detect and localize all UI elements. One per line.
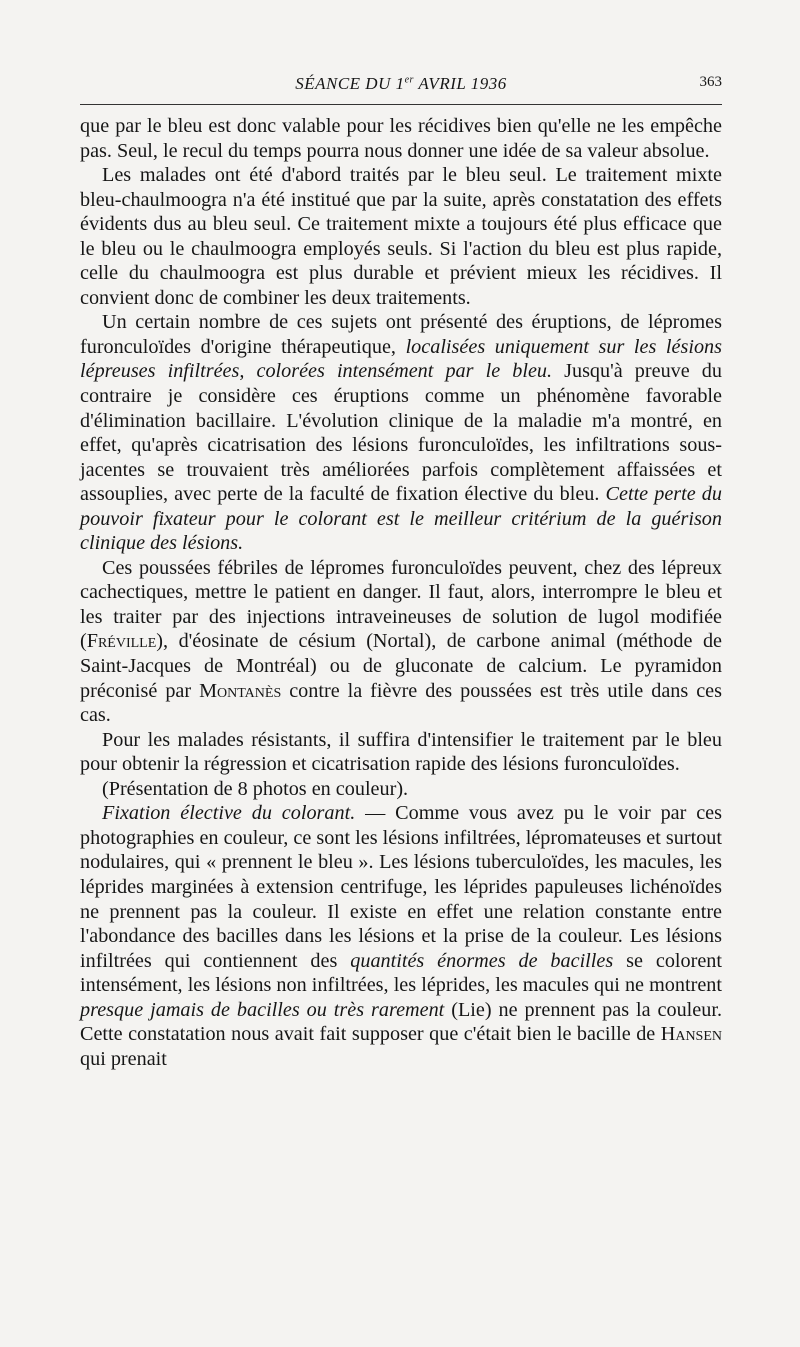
paragraph-3-text-a: Un certain nombre de ces sujets ont présenté des éruptions, de lépromes furonculoïdes d'origine thérapeutique, bbox=[80, 311, 722, 358]
paragraph-6: (Présentation de 8 photos en couleur). bbox=[102, 777, 409, 800]
paragraph-7-text-h: qui prenait bbox=[80, 1047, 167, 1070]
paragraph-2: Les malades ont été d'abord traités par le bleu seul. Le traitement mixte bleu-chaulmoogra n'a été institué que par la suite, après constatation des effets évidents dus au bleu seul. Ce traitement mixte a toujours été plus efficace que le bleu ou le chaulmoogra employés seuls. Si l'action du bleu est plus rapide, celle du chaulmoogra est plus durable et prévient mieux les récidives. Il convient donc de combiner les deux traitements. bbox=[80, 164, 722, 309]
running-head-suffix: AVRIL 1936 bbox=[413, 74, 507, 93]
page-header bbox=[80, 74, 722, 104]
paragraph-7-emphasis-c: quantités énormes de bacilles bbox=[350, 949, 614, 972]
running-head-prefix: SÉANCE DU 1 bbox=[295, 74, 405, 93]
paragraph-7-text-d: se colorent intensément, les lésions non infiltrées, les léprides, les macules qui ne montrent bbox=[80, 949, 722, 997]
page-number: 363 bbox=[699, 74, 722, 90]
paragraph-7-emphasis-e: presque jamais de bacilles ou très rarement bbox=[80, 998, 445, 1021]
paragraph-3-text-c: Jusqu'à preuve du contraire je considère ces éruptions comme un phénomène favorable d'élimination bacillaire. L'évolution clinique de la maladie m'a montré, en effet, qu'après cicatrisation des lésions furonculoïdes, les infiltrations sous-jacentes se trouvaient très améliorées parfois complètement affaissées et assouplies, avec perte de la faculté de fixation élective du bleu. bbox=[80, 360, 722, 506]
paragraph-7-text-b: — Comme vous avez pu le voir par ces photographies en couleur, ce sont les lésions infiltrées, lépromateuses et surtout nodulaires, qui « prennent le bleu ». Les lésions tuberculoïdes, les macules, les léprides marginées à extension centrifuge, les léprides papuleuses lichénoïdes ne prennent pas la couleur. Il existe en effet une relation constante entre l'abondance des bacilles dans les lésions et la prise de la couleur. Les lésions infiltrées qui contiennent des bbox=[80, 802, 723, 972]
paragraph-7 bbox=[80, 801, 722, 1071]
running-head bbox=[80, 74, 722, 94]
paragraph-3-emphasis-b: localisées uniquement sur les lésions lépreuses infiltrées, colorées intensément par le bleu. bbox=[80, 335, 722, 383]
paragraph-3-emphasis-d: Cette perte du pouvoir fixateur pour le colorant est le meilleur critérium de la guérison clinique des lésions. bbox=[80, 483, 722, 555]
author-name-freville: Fréville bbox=[86, 630, 157, 653]
section-heading-fixation: Fixation élective du colorant. bbox=[102, 802, 356, 825]
paragraph-1: que par le bleu est donc valable pour les récidives bien qu'elle ne les empêche pas. Seul, le recul du temps pourra nous donner une idée de sa valeur absolue. bbox=[80, 115, 722, 162]
running-head-superscript: er bbox=[404, 74, 414, 86]
paragraph-5: Pour les malades résistants, il suffira d'intensifier le traitement par le bleu pour obtenir la régression et cicatrisation rapide des lésions furonculoïdes. bbox=[80, 728, 722, 776]
body-text bbox=[80, 114, 722, 1071]
paragraph-4 bbox=[80, 556, 722, 728]
paragraph-4-text-a: Ces poussées fébriles de lépromes furonculoïdes peuvent, chez des lépreux cachectiques, mettre le patient en danger. Il faut, alors, interrompre le bleu et les traiter par des injections intraveineuses de solution de lugol modifiée ( bbox=[80, 556, 722, 653]
paragraph-7-text-f: (Lie) ne prennent pas la couleur. Cette constatation nous avait fait supposer que c'était bien le bacille de bbox=[80, 998, 722, 1046]
author-name-montanes: Montanès bbox=[199, 679, 282, 702]
paragraph-4-text-c: ), d'éosinate de césium (Nortal), de carbone animal (méthode de Saint-Jacques de Montréal) ou de gluconate de calcium. Le pyramidon préconisé par bbox=[80, 630, 722, 702]
paragraph-3 bbox=[80, 310, 722, 555]
author-name-hansen: Hansen bbox=[660, 1023, 722, 1046]
header-rule bbox=[80, 104, 722, 105]
paragraph-4-text-e: contre la fièvre des poussées est très utile dans ces cas. bbox=[80, 679, 722, 727]
